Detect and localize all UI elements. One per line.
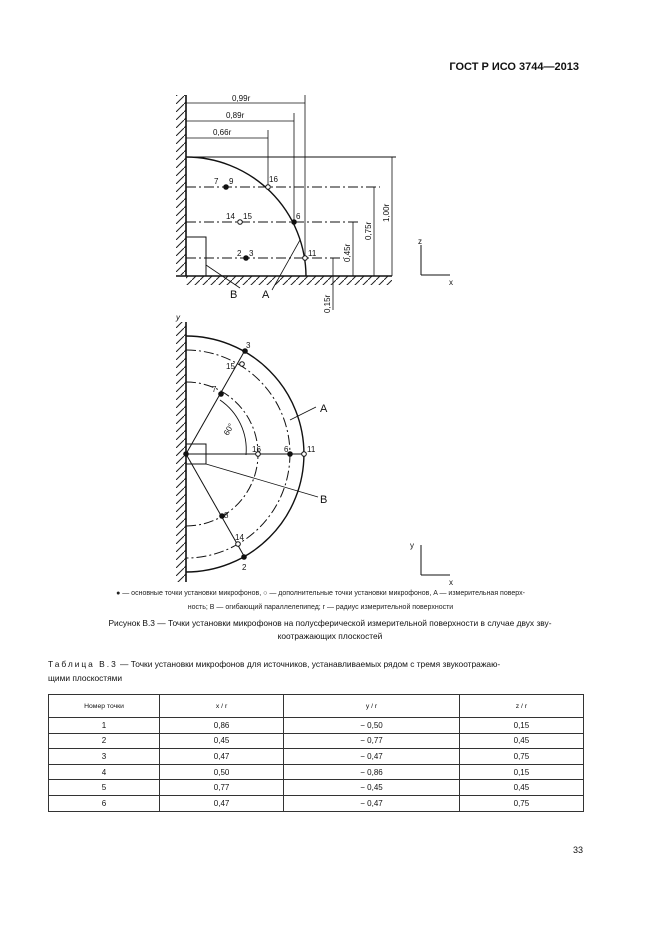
cell: 5 xyxy=(49,780,160,796)
table-title-prefix: Таблица В.3 xyxy=(48,659,118,669)
caption-line-2: коотражающих плоскостей xyxy=(277,631,383,641)
dim-066: 0,66r xyxy=(213,128,232,137)
cell: 0,15 xyxy=(459,764,583,780)
cell: − 0,77 xyxy=(284,733,460,749)
plan-point-label-8: 8 xyxy=(224,511,229,520)
cell: 3 xyxy=(49,749,160,765)
table-title-line-1: — Точки установки микрофонов для источников, устанавливаемых рядом с тремя звукоотражаю- xyxy=(117,659,501,669)
cell: − 0,45 xyxy=(284,780,460,796)
table-row xyxy=(49,733,584,749)
plan-point-label-6: 6 xyxy=(284,445,289,454)
caption-line-1: Рисунок В.3 — Точки установки микрофонов на полусферической измерительной поверхности в случае двух зву- xyxy=(108,618,552,628)
header-y: y / r xyxy=(284,695,460,718)
header-z: z / r xyxy=(459,695,583,718)
axis-x-label-bottom: x xyxy=(449,578,453,587)
axis-z-label: z xyxy=(418,237,422,246)
cell: 0,45 xyxy=(459,780,583,796)
point-label-3: 3 xyxy=(249,249,254,258)
table-row xyxy=(49,718,584,734)
cell: 0,50 xyxy=(160,764,284,780)
figure-legend xyxy=(58,587,583,615)
label-a-bottom: A xyxy=(320,403,328,415)
table-title-line-2: щими плоскостями xyxy=(48,673,123,683)
label-b-bottom: B xyxy=(320,494,328,506)
cell: 2 xyxy=(49,733,160,749)
cell: 0,86 xyxy=(160,718,284,734)
cell: 0,47 xyxy=(160,795,284,811)
point-label-15: 15 xyxy=(243,212,252,221)
cell: 0,75 xyxy=(459,795,583,811)
point-label-6: 6 xyxy=(296,212,301,221)
header-x: x / r xyxy=(160,695,284,718)
dim-015: 0,15r xyxy=(323,294,332,313)
dim-089: 0,89r xyxy=(226,111,245,120)
point-label-11: 11 xyxy=(308,249,317,258)
dim-045: 0,45r xyxy=(343,243,352,262)
point-label-7: 7 xyxy=(214,177,219,186)
table-row xyxy=(49,795,584,811)
cell: − 0,47 xyxy=(284,795,460,811)
point-label-9: 9 xyxy=(229,177,234,186)
label-a-top: A xyxy=(262,289,270,301)
axis-y-wall-label: y xyxy=(176,313,180,322)
angle-label: 60° xyxy=(221,422,236,437)
table-row xyxy=(49,764,584,780)
table-row xyxy=(49,780,584,796)
plan-point-label-16: 16 xyxy=(252,445,261,454)
plan-point-label-3: 3 xyxy=(246,341,251,350)
plan-point-label-14: 14 xyxy=(235,533,244,542)
cell: 1 xyxy=(49,718,160,734)
legend-line-2: ность; B — огибающий параллелепипед; r — радиус измерительной поверхности xyxy=(187,604,454,611)
cell: 0,47 xyxy=(160,749,284,765)
dim-099: 0,99r xyxy=(232,94,251,103)
axis-x-label-top: x xyxy=(449,278,453,287)
table-title xyxy=(48,657,588,685)
cell: 0,45 xyxy=(160,733,284,749)
cell: 0,45 xyxy=(459,733,583,749)
cell: − 0,86 xyxy=(284,764,460,780)
table-row xyxy=(49,749,584,765)
cell: 4 xyxy=(49,764,160,780)
plan-point-label-11: 11 xyxy=(307,445,316,454)
figure-caption xyxy=(50,617,610,643)
cell: − 0,50 xyxy=(284,718,460,734)
points-table xyxy=(48,694,584,812)
header-point-number: Номер точки xyxy=(49,695,160,718)
page-number: 33 xyxy=(572,845,583,855)
plan-point-label-7: 7 xyxy=(212,385,217,394)
axis-y-label: y xyxy=(410,541,414,550)
point-label-16: 16 xyxy=(269,175,278,184)
cell: − 0,47 xyxy=(284,749,460,765)
point-label-14: 14 xyxy=(226,212,235,221)
dim-075: 0,75r xyxy=(364,221,373,240)
cell: 0,15 xyxy=(459,718,583,734)
dim-100: 1,00r xyxy=(382,203,391,222)
cell: 0,75 xyxy=(459,749,583,765)
cell: 0,77 xyxy=(160,780,284,796)
table-header-row xyxy=(49,695,584,718)
plan-point-label-2: 2 xyxy=(242,563,247,572)
cell: 6 xyxy=(49,795,160,811)
plan-point-label-15: 15 xyxy=(226,362,235,371)
label-b-top: B xyxy=(230,289,238,301)
document-code: ГОСТ Р ИСО 3744—2013 xyxy=(449,61,579,73)
point-label-2: 2 xyxy=(237,249,242,258)
legend-line-1: ● — основные точки установки микрофонов, ○ — дополнительные точки установки микрофонов, A — измерительная поверх- xyxy=(116,590,525,597)
